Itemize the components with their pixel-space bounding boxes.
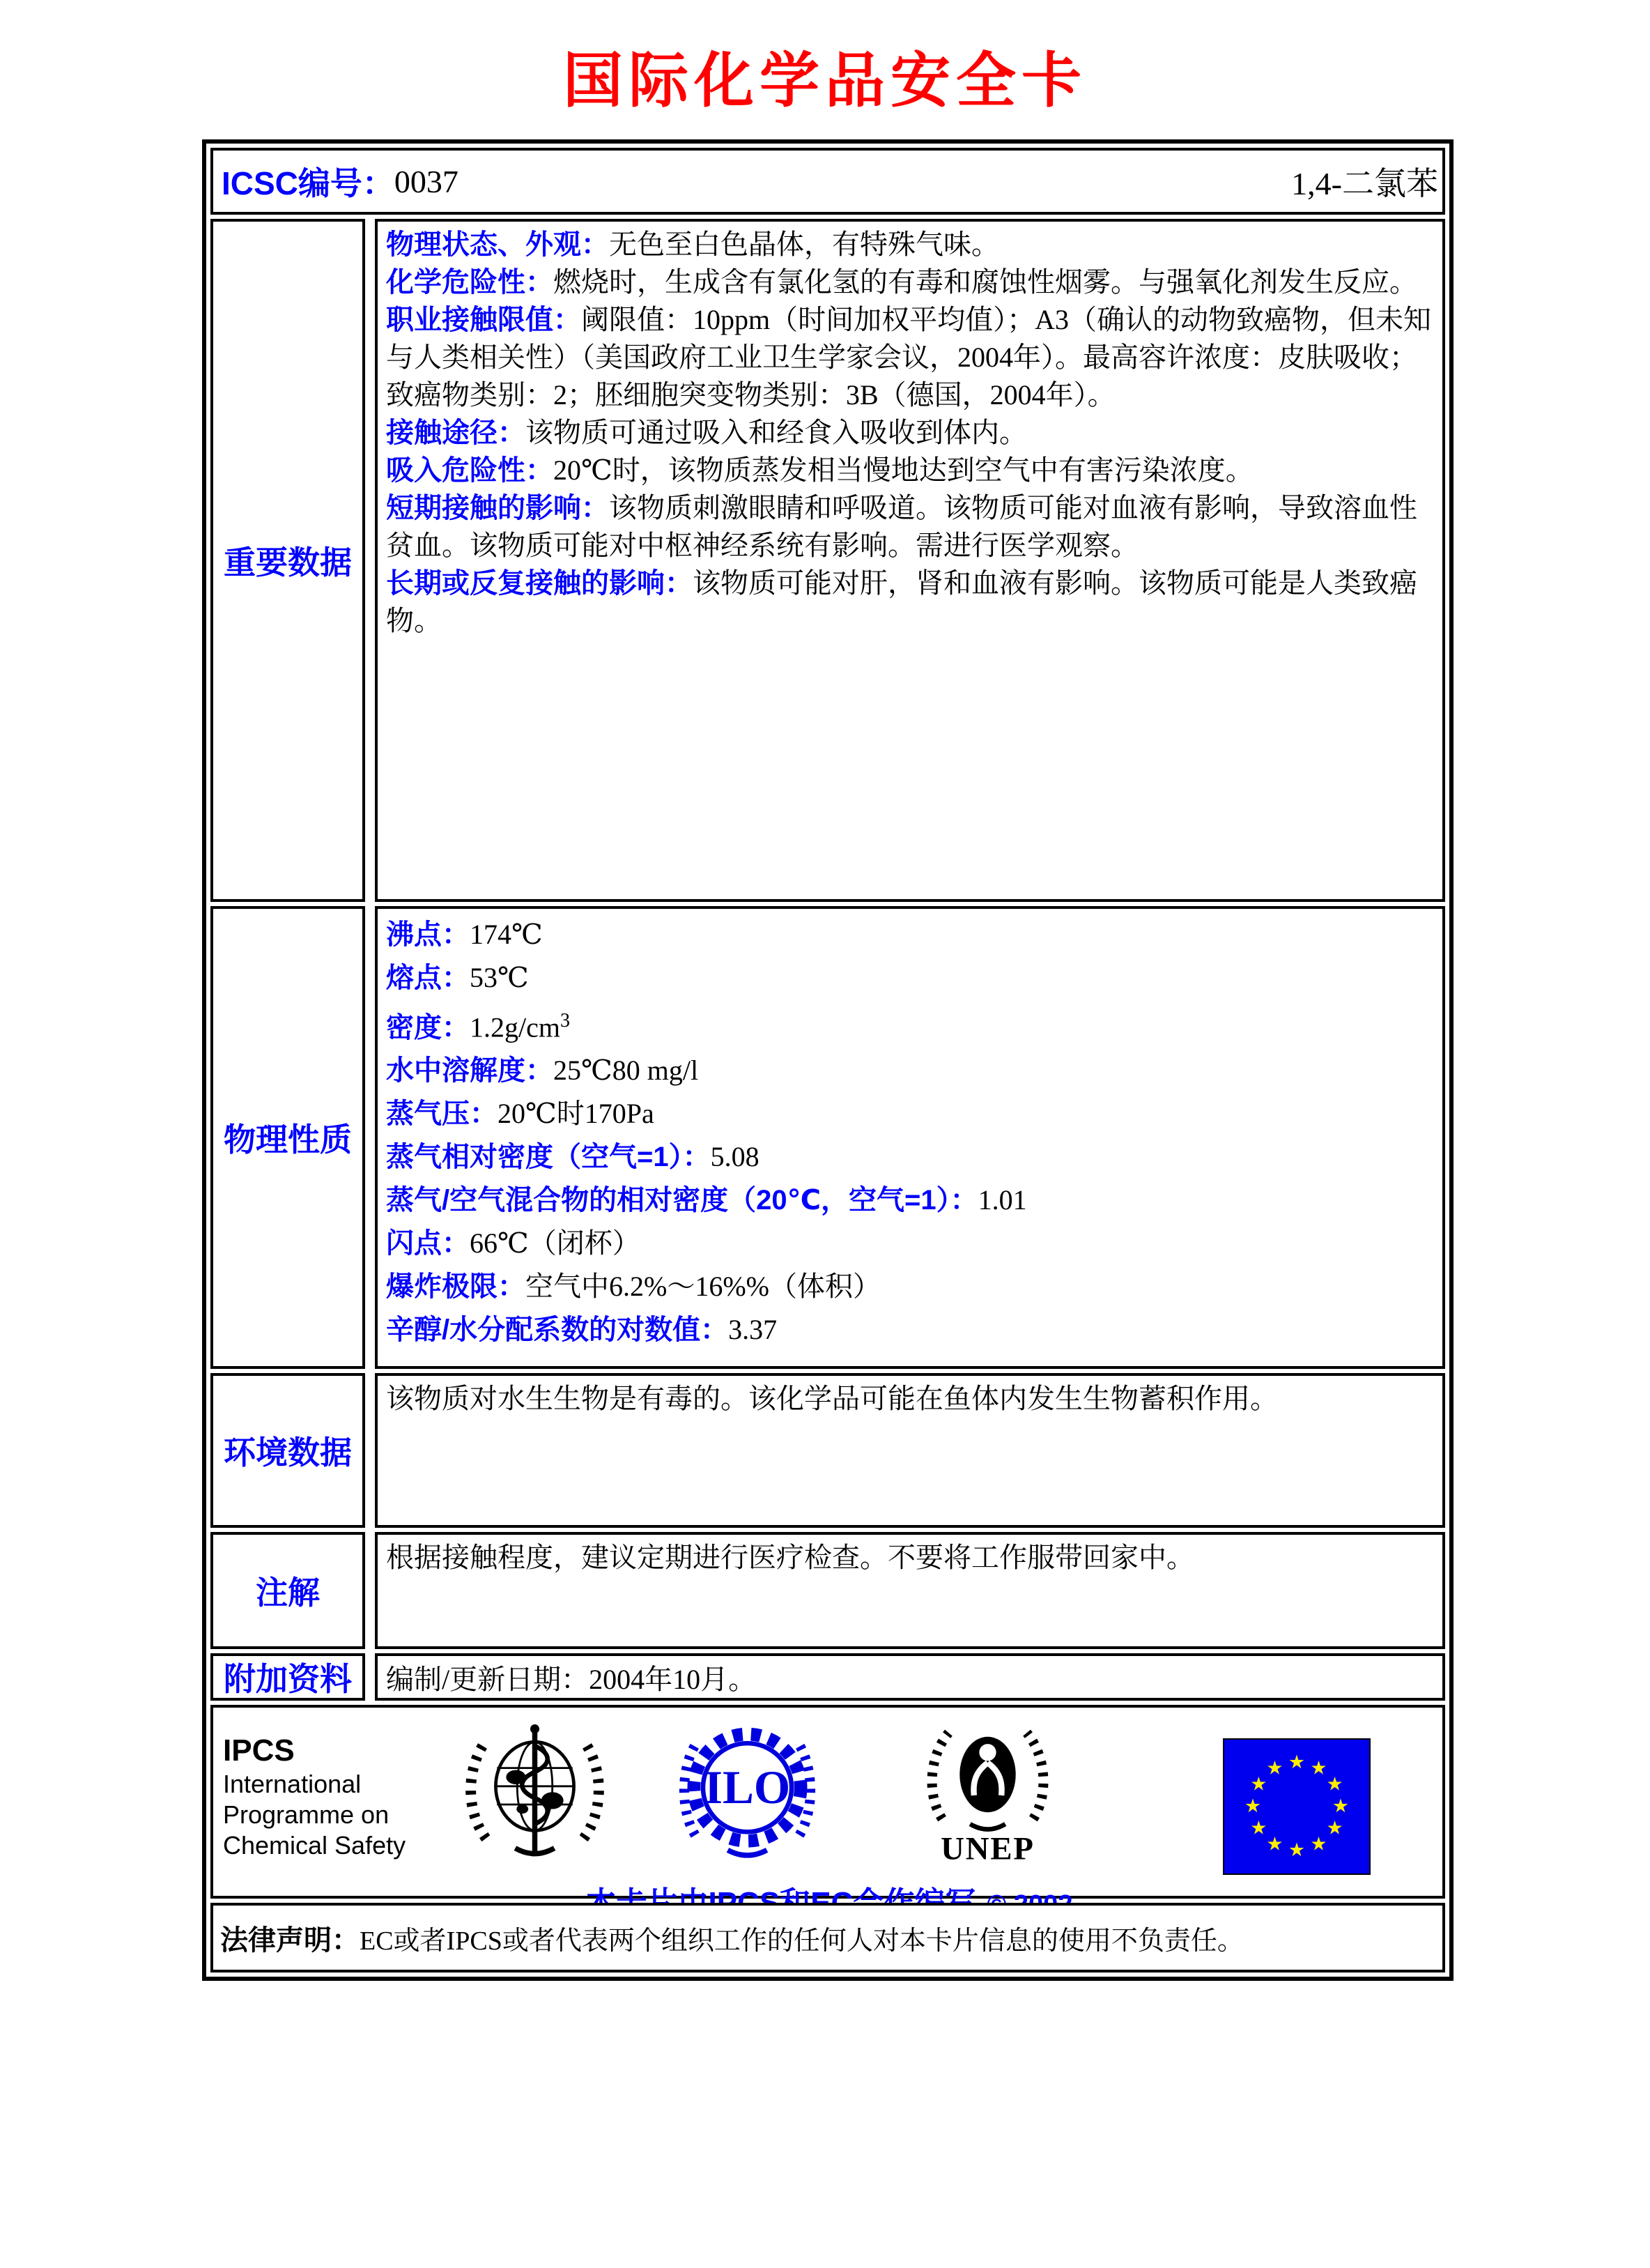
icsc-number-label: ICSC编号：: [222, 165, 394, 201]
physical-property: [386, 1092, 1434, 1135]
physical-property: [386, 1265, 1434, 1308]
ipcs-line: International: [223, 1770, 362, 1798]
physical-property-label: 爆炸极限：: [386, 1271, 525, 1303]
important-item-label: 化学危险性：: [386, 267, 553, 298]
important-item: [386, 452, 1434, 489]
physical-property: [386, 1135, 1434, 1179]
legal-notice-cell: [210, 1903, 1445, 1972]
notes-text: 根据接触程度，建议定期进行医疗检查。不要将工作服带回家中。: [386, 1542, 1194, 1573]
icsc-number-group: [222, 158, 458, 204]
important-data-row: [210, 219, 1445, 902]
logos-row: [210, 1705, 1445, 1899]
notes-row-label: 注解: [256, 1574, 320, 1611]
icsc-header-row: [210, 148, 1445, 215]
physical-property-value: 1.01: [978, 1184, 1027, 1216]
important-item-text: 该物质可能对肝，肾和血液有影响。该物质可能是人类致癌物。: [386, 567, 1417, 636]
physical-property-value: 5.08: [710, 1141, 760, 1173]
important-item: [386, 301, 1434, 414]
physical-property-label: 辛醇/水分配系数的对数值：: [386, 1315, 729, 1346]
icsc-header-cell: [210, 148, 1445, 215]
physical-properties-content: [375, 906, 1445, 1369]
physical-property-value: 20℃时170Pa: [498, 1098, 654, 1130]
eu-flag-icon: [1223, 1738, 1371, 1875]
svg-text:★: ★: [1244, 1795, 1262, 1817]
important-item-label: 接触途径：: [386, 417, 525, 448]
important-item-text: 燃烧时，生成含有氯化氢的有毒和腐蚀性烟雾。与强氧化剂发生反应。: [553, 266, 1417, 298]
physical-property-value: 25℃80 mg/l: [553, 1055, 699, 1087]
physical-property-label: 熔点：: [386, 963, 470, 993]
ipcs-line: Chemical Safety: [223, 1831, 406, 1860]
legal-notice-row: [210, 1903, 1445, 1972]
ilo-logo-letters: ILO: [704, 1761, 791, 1814]
svg-text:★: ★: [1310, 1833, 1327, 1855]
important-item-label: 职业接触限值：: [386, 305, 581, 335]
svg-text:★: ★: [1332, 1795, 1350, 1817]
important-item: [386, 565, 1434, 640]
svg-text:★: ★: [1288, 1839, 1306, 1861]
physical-property-value: 1.2g/cm: [470, 1011, 560, 1043]
page-title: 国际化学品安全卡: [563, 47, 1087, 114]
additional-info-row: [210, 1653, 1445, 1701]
important-item-label: 吸入危险性：: [386, 455, 553, 486]
svg-text:★: ★: [1288, 1752, 1306, 1773]
svg-text:★: ★: [1326, 1773, 1343, 1795]
ilo-logo-icon: [672, 1715, 822, 1864]
chemical-name: 1,4-二氯苯: [1291, 166, 1438, 201]
svg-text:★: ★: [1250, 1773, 1267, 1795]
physical-property: [386, 1179, 1434, 1222]
important-item: [386, 226, 1434, 263]
physical-property: [386, 1308, 1434, 1351]
physical-property-label: 密度：: [386, 1012, 470, 1043]
additional-info-row-label: 附加资料: [224, 1661, 352, 1697]
environmental-data-content: [375, 1373, 1445, 1528]
svg-text:★: ★: [1266, 1833, 1283, 1855]
logos-cell: [210, 1705, 1445, 1899]
environmental-data-text: 该物质对水生生物是有毒的。该化学品可能在鱼体内发生生物蓄积作用。: [386, 1383, 1278, 1414]
physical-properties-row: [210, 906, 1445, 1369]
physical-property-label: 闪点：: [386, 1228, 470, 1259]
physical-property: [386, 956, 1434, 999]
legal-notice-text: EC或者IPCS或者代表两个组织工作的任何人对本卡片信息的使用不负责任。: [360, 1926, 1244, 1956]
svg-text:★: ★: [1310, 1757, 1327, 1779]
physical-property: [386, 999, 1434, 1049]
svg-text:★: ★: [1266, 1757, 1283, 1779]
physical-property-value: 空气中6.2%～16%%（体积）: [525, 1271, 881, 1303]
important-item: [386, 414, 1434, 452]
important-item-text: 该物质可通过吸入和经食入吸收到体内。: [525, 417, 1027, 448]
important-item-label: 物理状态、外观：: [386, 229, 609, 260]
physical-property-superscript: 3: [560, 1010, 570, 1032]
icsc-card: [202, 139, 1454, 1981]
additional-info-text: 编制/更新日期：2004年10月。: [386, 1663, 757, 1695]
important-data-label-cell: [210, 219, 365, 902]
environmental-data-row: [210, 1373, 1445, 1528]
important-item-text: 阈限值：10ppm（时间加权平均值）；A3（确认的动物致癌物，但未知与人类相关性）（美国政府工业卫生学家会议，2004年）。最高容许浓度：皮肤吸收；致癌物类别：2；胚细胞突变物类别：3B（德国，2004年）。: [386, 304, 1431, 411]
physical-property: [386, 1049, 1434, 1092]
physical-properties-row-label: 物理性质: [224, 1121, 352, 1158]
physical-property-label: 蒸气压：: [386, 1098, 498, 1130]
logos-strip: [223, 1715, 1435, 1875]
ipcs-acronym: IPCS: [223, 1733, 295, 1768]
important-data-content: [375, 219, 1445, 902]
unep-logo-caption: UNEP: [941, 1830, 1035, 1864]
environmental-data-label-cell: [210, 1373, 365, 1528]
important-item: [386, 263, 1434, 301]
important-data-row-label: 重要数据: [224, 544, 352, 581]
physical-property: [386, 1222, 1434, 1265]
icsc-number-value: 0037: [394, 163, 458, 199]
important-item-text: 20℃时，该物质蒸发相当慢地达到空气中有害污染浓度。: [553, 454, 1254, 486]
physical-property-value: 53℃: [470, 962, 529, 993]
environmental-data-row-label: 环境数据: [224, 1434, 352, 1471]
physical-property-label: 沸点：: [386, 919, 470, 950]
svg-text:★: ★: [1250, 1817, 1267, 1839]
physical-property: [386, 913, 1434, 956]
ipcs-text-block: [223, 1715, 432, 1861]
notes-row: [210, 1532, 1445, 1649]
physical-property-value: 66℃（闭杯）: [470, 1227, 640, 1259]
notes-content: [375, 1532, 1445, 1649]
physical-property-label: 蒸气/空气混合物的相对密度（20℃，空气=1）：: [386, 1185, 978, 1216]
notes-label-cell: [210, 1532, 365, 1649]
important-item-text: 无色至白色晶体，有特殊气味。: [609, 229, 999, 260]
physical-property-value: 3.37: [728, 1314, 778, 1346]
additional-info-content: [375, 1653, 1445, 1701]
unep-logo-icon: [913, 1715, 1063, 1864]
legal-notice-label: 法律声明：: [220, 1924, 360, 1956]
physical-properties-label-cell: [210, 906, 365, 1369]
important-item-label: 短期接触的影响：: [386, 493, 609, 523]
physical-property-value: 174℃: [470, 919, 543, 950]
important-item: [386, 489, 1434, 565]
physical-property-label: 水中溶解度：: [386, 1055, 553, 1087]
additional-info-label-cell: [210, 1653, 365, 1701]
important-item-text: 该物质刺激眼睛和呼吸道。该物质可能对血液有影响，导致溶血性贫血。该物质可能对中枢神经系统有影响。需进行医学观察。: [386, 492, 1417, 561]
important-item-label: 长期或反复接触的影响：: [386, 568, 693, 599]
svg-text:★: ★: [1326, 1817, 1343, 1839]
ipcs-line: Programme on: [223, 1800, 390, 1829]
physical-property-label: 蒸气相对密度（空气=1）：: [386, 1142, 711, 1173]
who-logo-icon: [460, 1715, 610, 1864]
